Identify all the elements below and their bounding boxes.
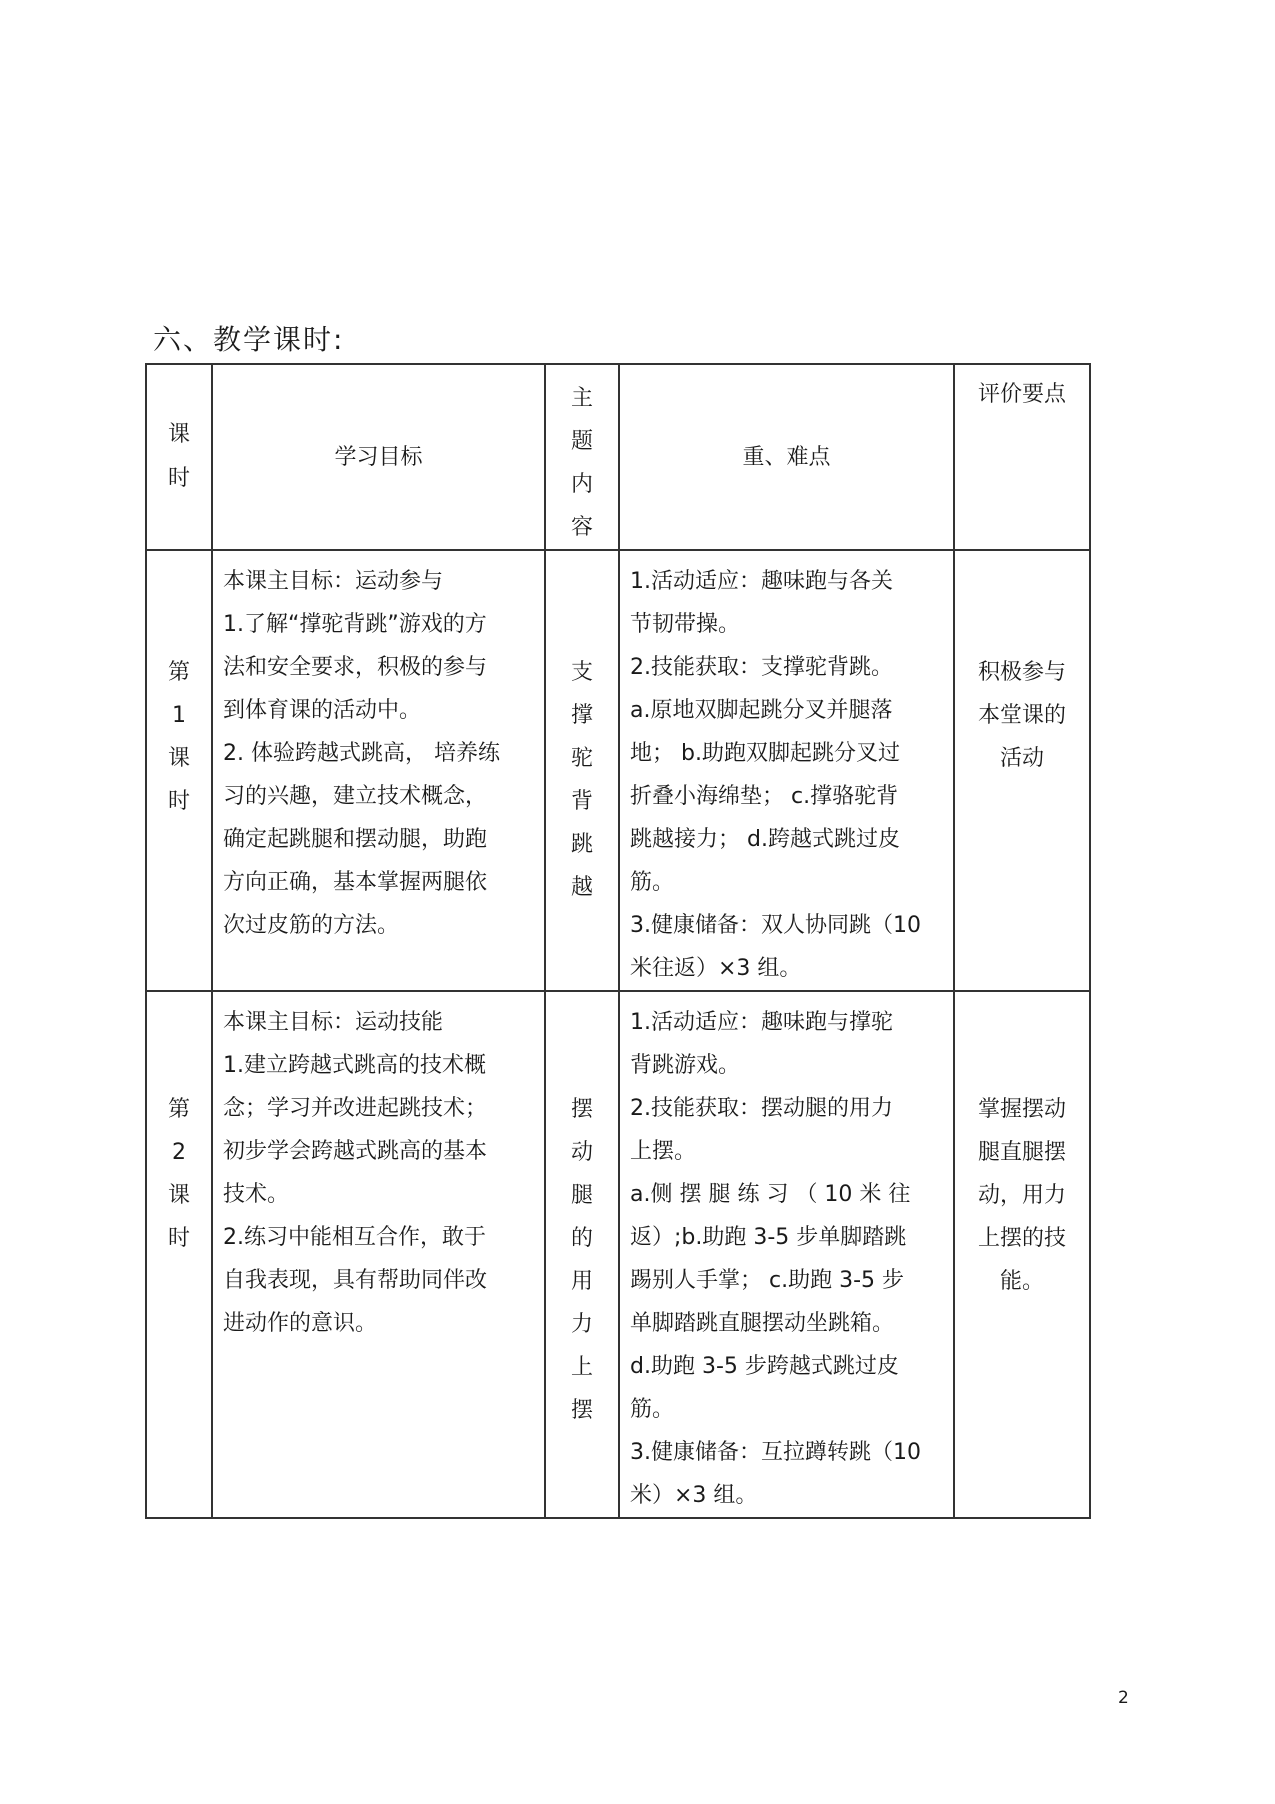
key-line: 筋。 (630, 870, 675, 895)
key-line: 返）;b.助跑 3-5 步单脚踏跳 (630, 1225, 907, 1250)
key-line: 背跳游戏。 (630, 1053, 741, 1078)
row1-topic (545, 550, 619, 991)
goal-line: 确定起跳腿和摆动腿，助跑 (223, 827, 488, 852)
topic-char: 驼 (570, 746, 593, 771)
row2-topic (545, 991, 619, 1518)
header-topic-char: 内 (570, 472, 593, 497)
key-line: 3.健康储备：互拉蹲转跳（10 (630, 1440, 921, 1465)
period-char: 2 (172, 1140, 186, 1165)
topic-char: 摆 (570, 1097, 593, 1122)
topic-char: 动 (570, 1140, 593, 1165)
topic-char: 的 (570, 1226, 593, 1251)
goal-line: 本课主目标：运动技能 (223, 1010, 444, 1035)
key-line: 1.活动适应：趣味跑与各关 (630, 569, 893, 594)
row1-key (619, 550, 954, 991)
header-topic (545, 364, 619, 550)
header-goal: 学习目标 (212, 364, 545, 550)
header-topic-char: 容 (570, 515, 593, 540)
eval-line: 腿直腿摆 (977, 1140, 1066, 1165)
key-line: 上摆。 (630, 1139, 697, 1164)
goal-line: 进动作的意识。 (223, 1311, 378, 1336)
topic-char: 支 (570, 660, 593, 685)
goal-line: 技术。 (223, 1182, 290, 1207)
goal-line: 自我表现，具有帮助同伴改 (223, 1268, 488, 1293)
row2-eval (954, 991, 1090, 1518)
key-line: 1.活动适应：趣味跑与撑驼 (630, 1010, 893, 1035)
key-line: 单脚踏跳直腿摆动坐跳箱。 (630, 1311, 895, 1336)
topic-char: 上 (570, 1355, 593, 1380)
goal-line: 习的兴趣，建立技术概念， (223, 784, 488, 809)
key-line: 地； b.助跑双脚起跳分叉过 (630, 741, 900, 766)
goal-line: 2.练习中能相互合作，敢于 (223, 1225, 486, 1250)
period-char: 时 (167, 789, 190, 814)
goal-line: 法和安全要求，积极的参与 (223, 655, 488, 680)
row2-key (619, 991, 954, 1518)
period-char: 第 (167, 660, 190, 685)
row1-eval (954, 550, 1090, 991)
key-line: a.原地双脚起跳分叉并腿落 (630, 698, 893, 723)
topic-char: 腿 (570, 1183, 593, 1208)
key-line: d.助跑 3-5 步跨越式跳过皮 (630, 1354, 899, 1379)
key-line: 踢别人手掌； c.助跑 3-5 步 (630, 1268, 905, 1293)
key-line: 折叠小海绵垫； c.撑骆驼背 (630, 784, 899, 809)
lesson-plan-table (145, 363, 1091, 1519)
topic-char: 力 (570, 1312, 593, 1337)
page-number: 2 (1118, 1688, 1129, 1708)
goal-line: 1.了解“撑驼背跳”游戏的方 (223, 612, 487, 637)
header-eval: 评价要点 (954, 364, 1090, 550)
key-line: 3.健康储备：双人协同跳（10 (630, 913, 921, 938)
header-period-char: 课 (167, 422, 190, 447)
key-line: 跳越接力； d.跨越式跳过皮 (630, 827, 900, 852)
eval-line: 上摆的技 (977, 1226, 1066, 1251)
period-char: 第 (167, 1097, 190, 1122)
key-line: 米往返）×3 组。 (630, 956, 802, 981)
eval-line: 掌握摆动 (977, 1097, 1066, 1122)
goal-line: 初步学会跨越式跳高的基本 (223, 1139, 488, 1164)
key-line: 节韧带操。 (630, 612, 741, 637)
row1-goal (212, 550, 545, 991)
section-title: 六、教学课时: (153, 323, 345, 356)
topic-char: 越 (570, 875, 593, 900)
table-row (146, 991, 1090, 1518)
eval-line: 动，用力 (977, 1183, 1066, 1208)
header-key: 重、难点 (619, 364, 954, 550)
table-header-row (146, 364, 1090, 550)
period-char: 课 (167, 746, 190, 771)
period-char: 课 (167, 1183, 190, 1208)
key-line: 米）×3 组。 (630, 1483, 758, 1508)
goal-line: 次过皮筋的方法。 (223, 913, 400, 938)
eval-line: 活动 (999, 746, 1044, 771)
eval-line: 能。 (999, 1269, 1044, 1294)
header-topic-char: 主 (570, 386, 593, 411)
eval-line: 本堂课的 (977, 703, 1066, 728)
topic-char: 背 (570, 789, 593, 814)
row2-period (146, 991, 212, 1518)
row1-period (146, 550, 212, 991)
header-period (146, 364, 212, 550)
goal-line: 方向正确，基本掌握两腿依 (223, 870, 488, 895)
period-char: 时 (167, 1226, 190, 1251)
goal-line: 到体育课的活动中。 (223, 698, 422, 723)
period-char: 1 (172, 703, 186, 728)
table-row (146, 550, 1090, 991)
goal-line: 1.建立跨越式跳高的技术概 (223, 1053, 486, 1078)
key-line: 筋。 (630, 1397, 675, 1422)
topic-char: 摆 (570, 1398, 593, 1423)
row2-goal (212, 991, 545, 1518)
key-line: a.侧 摆 腿 练 习 （ 10 米 往 (630, 1182, 911, 1207)
header-period-char: 时 (167, 466, 190, 491)
eval-line: 积极参与 (977, 660, 1066, 685)
key-line: 2.技能获取：摆动腿的用力 (630, 1096, 893, 1121)
goal-line: 本课主目标：运动参与 (223, 569, 444, 594)
topic-char: 跳 (570, 832, 593, 857)
header-topic-char: 题 (570, 429, 593, 454)
key-line: 2.技能获取：支撑驼背跳。 (630, 655, 893, 680)
topic-char: 撑 (570, 703, 593, 728)
goal-line: 2. 体验跨越式跳高， 培养练 (223, 741, 500, 766)
goal-line: 念；学习并改进起跳技术； (223, 1096, 488, 1121)
topic-char: 用 (570, 1269, 593, 1294)
